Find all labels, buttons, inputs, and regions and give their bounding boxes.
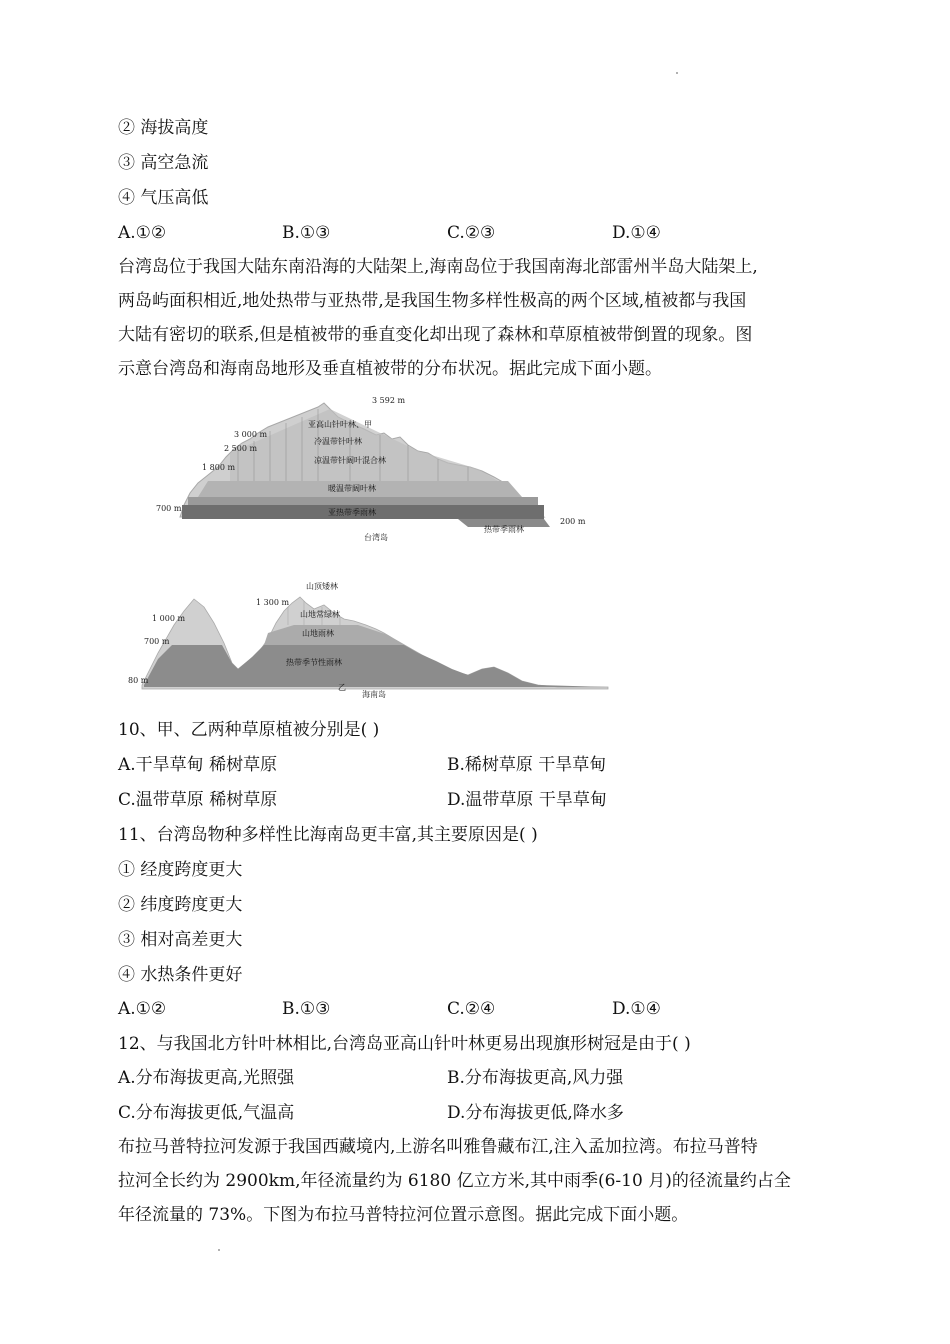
zone-label: 凉温带针阔叶混合林	[314, 456, 386, 465]
q10-option-c[interactable]: C.温带草原 稀树草原	[118, 790, 278, 810]
elev-label: 3 592 m	[372, 396, 406, 405]
q9-option-c[interactable]: C.②③	[447, 223, 496, 243]
q10-option-a[interactable]: A.干旱草甸 稀树草原	[118, 755, 278, 775]
q11-option-b[interactable]: B.①③	[282, 999, 331, 1019]
q11-option-c[interactable]: C.②④	[447, 999, 496, 1019]
elev-label: 1 000 m	[152, 614, 186, 623]
zone-label: 山地雨林	[302, 629, 334, 638]
q9-item: ③ 高空急流	[118, 153, 209, 173]
q12-option-c[interactable]: C.分布海拔更低,气温高	[118, 1103, 295, 1123]
q12-stem: 12、与我国北方针叶林相比,台湾岛亚高山针叶林更易出现旗形树冠是由于( )	[118, 1034, 691, 1054]
elev-label: 1 800 m	[202, 463, 236, 472]
q11-item: ④ 水热条件更好	[118, 965, 243, 985]
intro-line: 布拉马普特拉河发源于我国西藏境内,上游名叫雅鲁藏布江,注入孟加拉湾。布拉马普特	[118, 1137, 758, 1157]
q10-option-b[interactable]: B.稀树草原 干旱草甸	[447, 755, 607, 775]
zone-label: 亚高山针叶林、甲	[308, 420, 372, 429]
zone-label: 山顶矮林	[306, 582, 338, 591]
zone-label: 亚热带季雨林	[328, 508, 376, 517]
q11-option-a[interactable]: A.①②	[118, 999, 167, 1019]
q9-option-d[interactable]: D.①④	[612, 223, 661, 243]
q10-option-d[interactable]: D.温带草原 干旱草甸	[447, 790, 607, 810]
intro-line: 拉河全长约为 2900km,年径流量约为 6180 亿立方米,其中雨季(6-10 月)的径流量约占全	[118, 1171, 791, 1191]
island-name: 台湾岛	[364, 533, 388, 542]
intro-line: 示意台湾岛和海南岛地形及垂直植被带的分布状况。据此完成下面小题。	[118, 359, 662, 379]
scan-speck	[218, 1249, 220, 1251]
scan-speck	[676, 72, 678, 74]
zone-label: 暖温带阔叶林	[328, 484, 376, 493]
q11-item: ① 经度跨度更大	[118, 860, 243, 880]
intro-line: 年径流量的 73%。下图为布拉马普特拉河位置示意图。据此完成下面小题。	[118, 1205, 689, 1225]
q11-option-d[interactable]: D.①④	[612, 999, 661, 1019]
q11-item: ② 纬度跨度更大	[118, 895, 243, 915]
island-name: 海南岛	[362, 690, 386, 699]
elev-label: 1 300 m	[256, 598, 290, 607]
zone-label: 冷温带针叶林	[314, 437, 362, 446]
q12-option-b[interactable]: B.分布海拔更高,风力强	[447, 1068, 624, 1088]
elev-label: 2 500 m	[224, 444, 258, 453]
zone-label: 山地常绿林	[300, 610, 340, 619]
q11-stem: 11、台湾岛物种多样性比海南岛更丰富,其主要原因是( )	[118, 825, 538, 845]
q12-option-d[interactable]: D.分布海拔更低,降水多	[447, 1103, 624, 1123]
elev-label: 700 m	[144, 637, 170, 646]
intro-line: 大陆有密切的联系,但是植被带的垂直变化却出现了森林和草原植被带倒置的现象。图	[118, 325, 753, 345]
elev-label: 200 m	[560, 517, 586, 526]
q12-option-a[interactable]: A.分布海拔更高,光照强	[118, 1068, 295, 1088]
q9-option-b[interactable]: B.①③	[282, 223, 331, 243]
zone-label: 热带季雨林	[484, 525, 524, 534]
q9-item: ② 海拔高度	[118, 118, 209, 138]
intro-paragraph-islands	[118, 250, 838, 386]
q9-item: ④ 气压高低	[118, 188, 209, 208]
elev-label: 80 m	[128, 676, 149, 685]
elev-label: 700 m	[156, 504, 182, 513]
q10-stem: 10、甲、乙两种草原植被分别是( )	[118, 720, 380, 740]
intro-line: 台湾岛位于我国大陆东南沿海的大陆架上,海南岛位于我国南海北部雷州半岛大陆架上,	[118, 257, 758, 277]
elev-label: 3 000 m	[234, 430, 268, 439]
hainan-profile-figure	[118, 573, 618, 703]
zone-label: 乙	[338, 683, 346, 692]
intro-line: 两岛屿面积相近,地处热带与亚热带,是我国生物多样性极高的两个区域,植被都与我国	[118, 291, 747, 311]
q11-item: ③ 相对高差更大	[118, 930, 243, 950]
zone-label: 热带季节性雨林	[286, 658, 342, 667]
q9-option-a[interactable]: A.①②	[118, 223, 167, 243]
taiwan-profile-figure	[118, 393, 598, 543]
intro-paragraph-brahmaputra	[118, 1130, 838, 1232]
